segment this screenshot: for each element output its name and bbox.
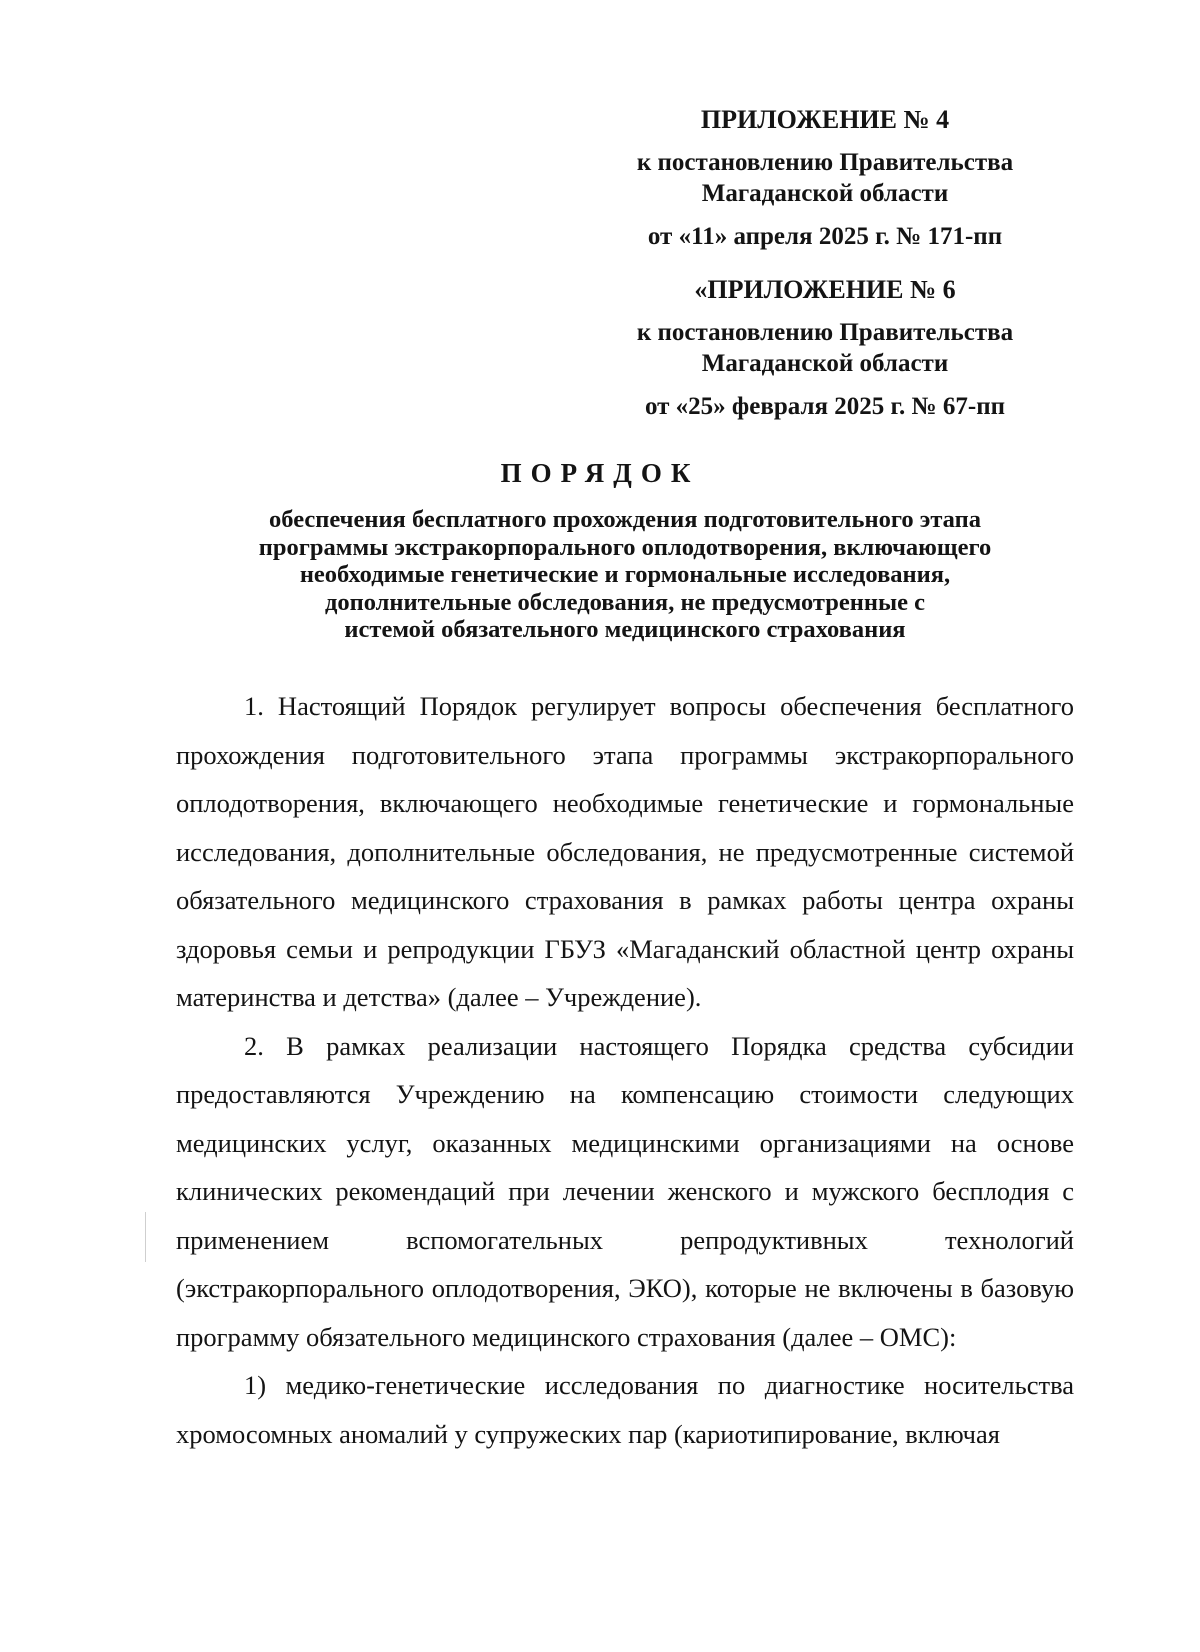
appendix-6-block	[600, 274, 1050, 422]
paragraph-2: 2. В рамках реализации настоящего Порядка средства субсидии предоставляются Учреждению на компенсацию стоимости следующих медицинских услуг, оказанных медицинскими организациями на основе клинических рекомендаций при лечении женского и мужского бесплодия с применением вспомогательных репродуктивных технологий (экстракорпорального оплодотворения, ЭКО), которые не включены в базовую программу обязательного медицинского страхования (далее – ОМС):	[176, 1030, 1074, 1352]
appendix-4-heading: ПРИЛОЖЕНИЕ № 4	[700, 105, 950, 134]
subtitle-line: необходимые генетические и гормональные исследования,	[299, 561, 951, 588]
document-title: ПОРЯДОК	[500, 458, 700, 488]
subtitle-line: дополнительные обследования, не предусмотренные с	[325, 588, 925, 616]
document-subtitle	[175, 506, 1075, 644]
scan-margin-mark	[145, 1212, 146, 1262]
appendix-6-heading: «ПРИЛОЖЕНИЕ № 6	[694, 275, 956, 304]
paragraph-1: 1. Настоящий Порядок регулирует вопросы обеспечения бесплатного прохождения подготовительного этапа программы экстракорпорального оплодотворения, включающего необходимые генетические и гормональные исследования, дополнительные обследования, не предусмотренные системой обязательного медицинского страхования в рамках работы центра охраны здоровья семьи и репродукции ГБУЗ «Магаданский областной центр охраны материнства и детства» (далее – Учреждение).	[176, 691, 1074, 1012]
subtitle-line: истемой обязательного медицинского страхования	[344, 616, 906, 643]
subtitle-line: обеспечения бесплатного прохождения подготовительного этапа	[269, 506, 981, 533]
paragraph-2-item-1: 1) медико-генетические исследования по диагностике носительства хромосомных аномалий у супружеских пар (кариотипирование, включая	[176, 1370, 1074, 1449]
appendix-4-line2: Магаданской области	[701, 180, 949, 207]
appendix-4-line1: к постановлению Правительства	[636, 149, 1014, 176]
document-body	[176, 682, 1074, 1458]
appendix-4-block	[600, 104, 1050, 252]
appendix-6-line1: к постановлению Правительства	[636, 319, 1014, 346]
appendix-6-date: от «25» февраля 2025 г. № 67-пп	[644, 393, 1006, 420]
appendix-6-line2: Магаданской области	[701, 350, 949, 377]
appendix-4-date: от «11» апреля 2025 г. № 171-пп	[647, 223, 1003, 250]
subtitle-line: программы экстракорпорального оплодотворения, включающего	[258, 533, 992, 561]
